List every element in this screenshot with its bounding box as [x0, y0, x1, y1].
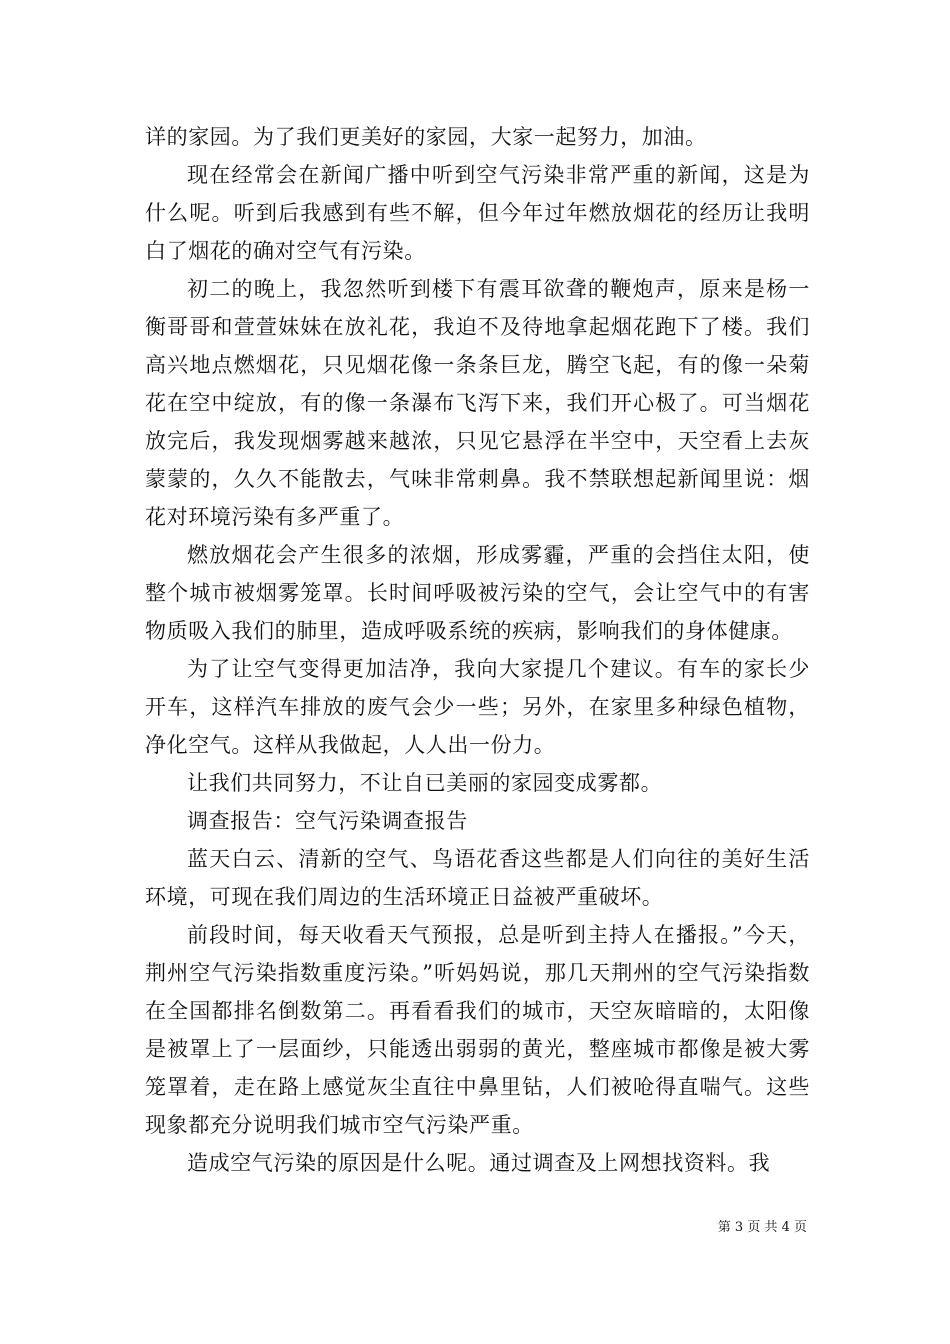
- paragraph-8: 前段时间，每天收看天气预报，总是听到主持人在播报。”今天，荆州空气污染指数重度污染。”听妈妈说，那几天荆州的空气污染指数在全国都排名倒数第二。再看看我们的城市，天空灰暗暗的，太阳像是被罩上了一层面纱，只能透出弱弱的黄光，整座城市都像是被大雾笼罩着，走在路上感觉灰尘直往中鼻里钻，人们被呛得直喘气。这些现象都充分说明我们城市空气污染严重。: [145, 923, 810, 1137]
- section-title: 调查报告：空气污染调查报告: [187, 809, 468, 833]
- paragraph-3: 初二的晚上，我忽然听到楼下有震耳欲聋的鞭炮声，原来是杨一衡哥哥和萱萱妹妹在放礼花，我迫不及待地拿起烟花跑下了楼。我们高兴地点燃烟花，只见烟花像一条条巨龙，腾空飞起，有的像一朵菊花在空中绽放，有的像一条瀑布飞泻下来，我们开心极了。可当烟花放完后，我发现烟雾越来越浓，只见它悬浮在半空中，天空看上去灰蒙蒙的，久久不能散去，气味非常刺鼻。我不禁联想起新闻里说：烟花对环境污染有多严重了。: [145, 277, 810, 529]
- paragraph-7: 蓝天白云、清新的空气、鸟语花香这些都是人们向往的美好生活环境，可现在我们周边的生活环境正日益被严重破坏。: [145, 847, 810, 909]
- paragraph-1: 详的家园。为了我们更美好的家园，大家一起努力，加油。: [145, 125, 707, 149]
- paragraph-9: 造成空气污染的原因是什么呢。通过调查及上网想找资料。我: [187, 1151, 771, 1175]
- paragraph-2: 现在经常会在新闻广播中听到空气污染非常严重的新闻，这是为什么呢。听到后我感到有些不解，但今年过年燃放烟花的经历让我明白了烟花的确对空气有污染。: [145, 163, 810, 263]
- document-body: [145, 118, 810, 1182]
- paragraph-6: 让我们共同努力，不让自已美丽的家园变成雾都。: [187, 771, 663, 795]
- paragraph-5: 为了让空气变得更加洁净，我向大家提几个建议。有车的家长少开车，这样汽车排放的废气会少一些；另外，在家里多种绿色植物，净化空气。这样从我做起，人人出一份力。: [145, 657, 810, 757]
- paragraph-4: 燃放烟花会产生很多的浓烟，形成雾霾，严重的会挡住太阳，使整个城市被烟雾笼罩。长时间呼吸被污染的空气，会让空气中的有害物质吸入我们的肺里，造成呼吸系统的疾病，影响我们的身体健康。: [145, 543, 810, 643]
- page-number: 第 3 页 共 4 页: [717, 1220, 807, 1235]
